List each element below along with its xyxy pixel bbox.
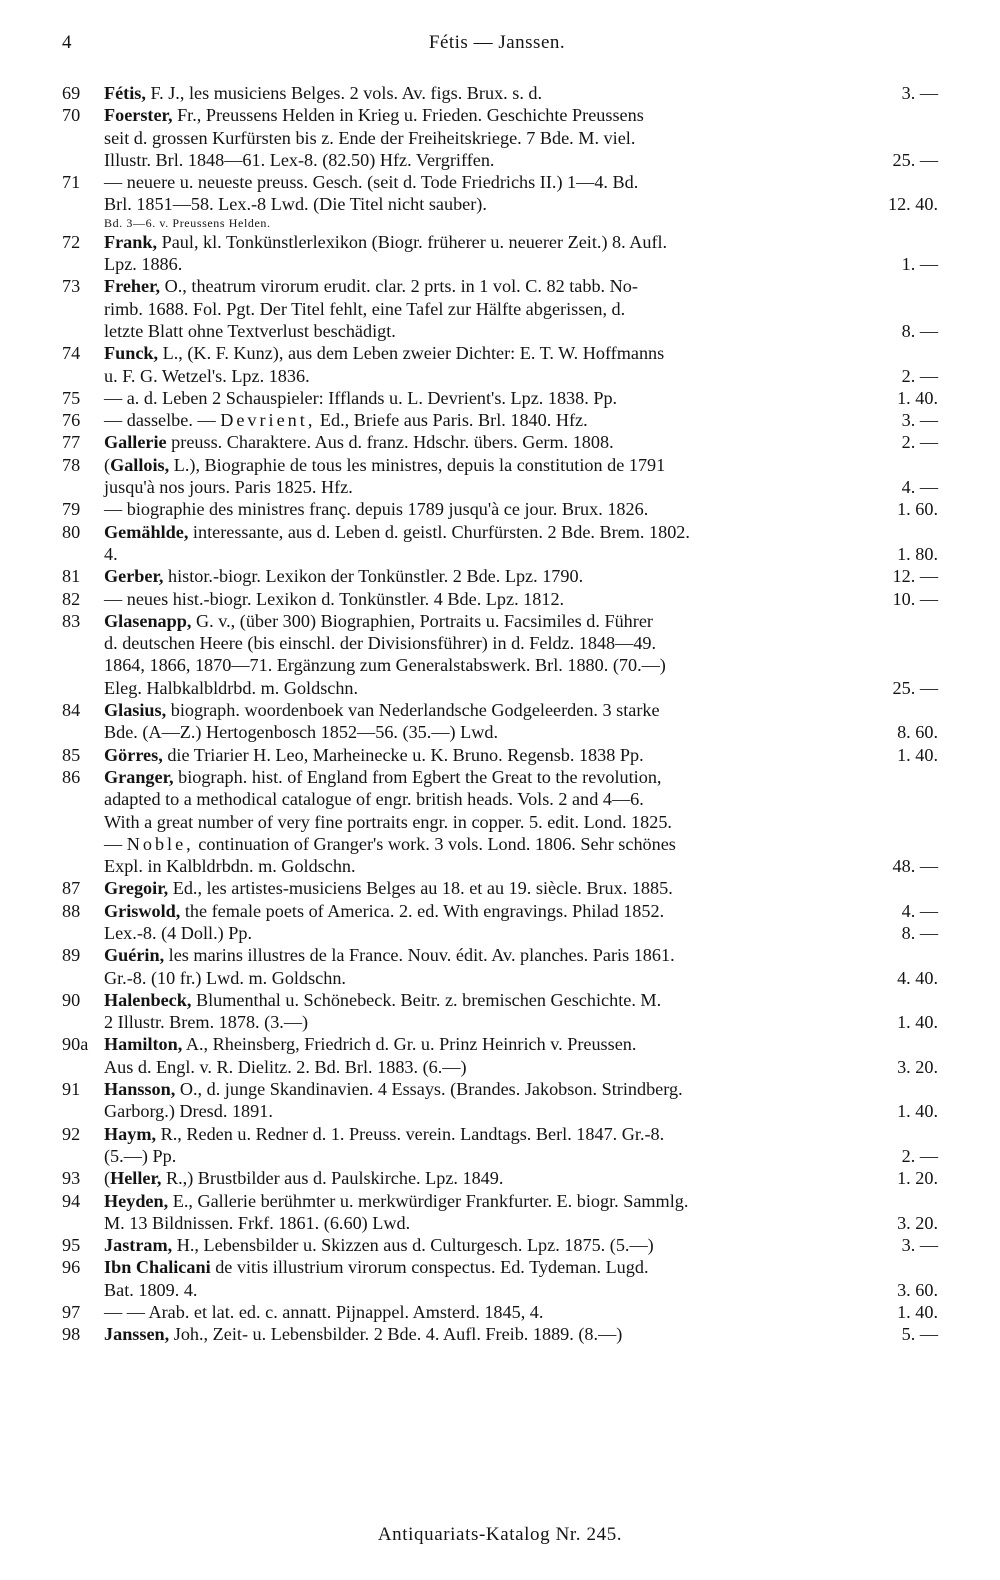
entry-line: [104, 387, 938, 409]
entry-number: 96: [62, 1257, 81, 1278]
catalog-entry: [62, 744, 938, 766]
catalog-entry: [62, 104, 938, 171]
entry-line: [104, 588, 938, 610]
entry-text: Gallerie preuss. Charaktere. Aus d. franz. Hdschr. übers. Germ. 1808.: [104, 432, 614, 453]
catalog-entry: [62, 171, 938, 231]
entry-line: [104, 1123, 938, 1145]
catalog-entry: [62, 1190, 938, 1235]
entry-line: [104, 788, 938, 810]
entry-text: Haym, R., Reden u. Redner d. 1. Preuss. verein. Landtags. Berl. 1847. Gr.-8.: [104, 1123, 665, 1144]
entry-number: 98: [62, 1324, 81, 1345]
entry-text: Gemählde, interessante, aus d. Leben d. geistl. Churfürsten. 2 Bde. Brem. 1802.: [104, 521, 690, 542]
entry-line: [104, 811, 938, 833]
entry-line: [104, 543, 938, 565]
entry-price: 1. 40.: [897, 1302, 938, 1323]
catalog-entry: [62, 1123, 938, 1168]
entry-price: 8. 60.: [897, 722, 938, 743]
entry-line: [104, 1145, 938, 1167]
entry-number: 88: [62, 900, 81, 921]
entry-line: [104, 127, 938, 149]
entry-price: 3. —: [901, 1235, 938, 1256]
entry-price: 3. 60.: [897, 1279, 938, 1300]
entry-text: Lex.-8. (4 Doll.) Pp.: [104, 922, 253, 943]
catalog-entry: [62, 944, 938, 989]
entry-line: [104, 409, 938, 431]
entry-line: [104, 721, 938, 743]
entry-price: 10. —: [892, 588, 938, 609]
entry-text: Illustr. Brl. 1848—61. Lex-8. (82.50) Hfz. Vergriffen.: [104, 149, 495, 170]
entry-line: [104, 1323, 938, 1345]
entry-number: 75: [62, 387, 81, 408]
entry-number: 79: [62, 499, 81, 520]
entry-text: Glasius, biograph. woordenboek van Nederlandsche Godgeleerden. 3 starke: [104, 700, 660, 721]
entry-price: 12. 40.: [887, 194, 938, 215]
entry-line: [104, 320, 938, 342]
entry-price: 25. —: [892, 677, 938, 698]
entry-text: Görres, die Triarier H. Leo, Marheinecke u. K. Bruno. Regensb. 1838 Pp.: [104, 744, 644, 765]
entry-line: [104, 1190, 938, 1212]
running-title: Fétis — Janssen.: [428, 32, 566, 53]
entry-line: [104, 104, 938, 126]
catalog-entry: [62, 699, 938, 744]
entry-line: [104, 744, 938, 766]
entry-price: 25. —: [892, 149, 938, 170]
entry-line: [104, 699, 938, 721]
entry-price: 1. 40.: [897, 387, 938, 408]
entry-text: Heyden, E., Gallerie berühmter u. merkwürdiger Frankfurter. E. biogr. Sammlg.: [104, 1190, 689, 1211]
entry-price: 3. —: [901, 410, 938, 431]
entry-line: [104, 275, 938, 297]
entry-text: Guérin, les marins illustres de la France. Nouv. édit. Av. planches. Paris 1861.: [104, 945, 675, 966]
entry-line: [104, 1234, 938, 1256]
entry-text: (5.—) Pp.: [104, 1145, 177, 1166]
page-footer: Antiquariats-Katalog Nr. 245.: [377, 1524, 623, 1545]
entry-text: Gerber, histor.-biogr. Lexikon der Tonkünstler. 2 Bde. Lpz. 1790.: [104, 566, 584, 587]
entry-text: — neues hist.-biogr. Lexikon d. Tonkünstler. 4 Bde. Lpz. 1812.: [104, 588, 565, 609]
entry-line: [104, 1301, 938, 1323]
entry-text: Ibn Chalicani de vitis illustrium virorum conspectus. Ed. Tydeman. Lugd.: [104, 1257, 649, 1278]
entry-price: 3. —: [901, 83, 938, 103]
entry-text: Griswold, the female poets of America. 2. ed. With engravings. Philad 1852.: [104, 900, 665, 921]
entry-line: [104, 1100, 938, 1122]
entry-line: [104, 298, 938, 320]
entry-text: Bat. 1809. 4.: [104, 1279, 198, 1300]
entry-price: 1. 40.: [897, 744, 938, 765]
entry-line: [104, 149, 938, 171]
catalog-entry: [62, 1234, 938, 1256]
entry-text: Freher, O., theatrum virorum erudit. clar. 2 prts. in 1 vol. C. 82 tabb. No-: [104, 276, 638, 297]
entry-line: [104, 1212, 938, 1234]
entry-number: 74: [62, 343, 81, 364]
entry-text: With a great number of very fine portraits engr. in copper. 5. edit. Lond. 1825.: [104, 811, 672, 832]
entry-price: 2. —: [901, 1145, 938, 1166]
entry-line: [104, 989, 938, 1011]
catalog-entry: [62, 521, 938, 566]
entry-number: 85: [62, 744, 81, 765]
entry-text: — dasselbe. — Devrient, Ed., Briefe aus Paris. Brl. 1840. Hfz.: [104, 410, 588, 431]
catalog-entry: [62, 565, 938, 587]
entry-line: [104, 855, 938, 877]
entry-text: rimb. 1688. Fol. Pgt. Der Titel fehlt, eine Tafel zur Hälfte abgerissen, d.: [104, 298, 626, 319]
entry-line: [104, 833, 938, 855]
entry-line: [104, 944, 938, 966]
entry-text: 2 Illustr. Brem. 1878. (3.—): [104, 1012, 309, 1033]
catalog-entries: [62, 82, 938, 1346]
entry-line: [104, 1279, 938, 1301]
entry-text: Hansson, O., d. junge Skandinavien. 4 Essays. (Brandes. Jakobson. Strindberg.: [104, 1079, 683, 1100]
entry-line: [104, 216, 938, 231]
catalog-entry: [62, 1323, 938, 1345]
catalog-entry: [62, 1033, 938, 1078]
entry-text: — biographie des ministres franç. depuis 1789 jusqu'à ce jour. Brux. 1826.: [104, 499, 649, 520]
entry-price: 48. —: [892, 856, 938, 877]
catalog-entry: [62, 610, 938, 699]
entry-price: 4. —: [901, 900, 938, 921]
entry-line: [104, 454, 938, 476]
entry-text: — a. d. Leben 2 Schauspieler: Ifflands u. L. Devrient's. Lpz. 1838. Pp.: [104, 387, 618, 408]
entry-price: 3. 20.: [897, 1056, 938, 1077]
entry-number: 84: [62, 700, 81, 721]
page-number: 4: [62, 32, 72, 53]
entry-text: Aus d. Engl. v. R. Dielitz. 2. Bd. Brl. 1883. (6.—): [104, 1056, 467, 1077]
entry-number: 89: [62, 945, 81, 966]
entry-line: [104, 1078, 938, 1100]
entry-number: 73: [62, 276, 81, 297]
catalog-entry: [62, 900, 938, 945]
catalog-entry: [62, 989, 938, 1034]
entry-line: [104, 1011, 938, 1033]
entry-line: [104, 476, 938, 498]
entry-price: 1. 60.: [897, 499, 938, 520]
catalog-entry: [62, 275, 938, 342]
entry-line: [104, 231, 938, 253]
entry-text: Frank, Paul, kl. Tonkünstlerlexikon (Biogr. früherer u. neuerer Zeit.) 8. Aufl.: [104, 231, 668, 252]
entry-text: Lpz. 1886.: [104, 254, 183, 275]
entry-number: 90a: [62, 1034, 89, 1055]
catalog-entry: [62, 342, 938, 387]
entry-text: Bde. (A—Z.) Hertogenbosch 1852—56. (35.—) Lwd.: [104, 722, 498, 743]
entry-text: 1864, 1866, 1870—71. Ergänzung zum Generalstabswerk. Brl. 1880. (70.—): [104, 655, 666, 676]
entry-price: 4. 40.: [897, 967, 938, 988]
entry-number: 92: [62, 1123, 81, 1144]
entry-text: Expl. in Kalbldrbdn. m. Goldschn.: [104, 856, 356, 877]
entry-number: 81: [62, 566, 81, 587]
entry-price: 1. 40.: [897, 1101, 938, 1122]
entry-number: 93: [62, 1168, 81, 1189]
catalog-entry: [62, 1078, 938, 1123]
entry-line: [104, 253, 938, 275]
entry-number: 69: [62, 83, 81, 103]
catalog-entry: [62, 409, 938, 431]
entry-number: 91: [62, 1079, 81, 1100]
entry-text: u. F. G. Wetzel's. Lpz. 1836.: [104, 365, 310, 386]
entry-line: [104, 1167, 938, 1189]
entry-number: 71: [62, 172, 81, 193]
entry-number: 94: [62, 1190, 81, 1211]
entry-number: 76: [62, 410, 81, 431]
entry-price: 3. 20.: [897, 1212, 938, 1233]
entry-text: Foerster, Fr., Preussens Helden in Krieg u. Frieden. Geschichte Preussens: [104, 105, 644, 126]
entry-line: [104, 922, 938, 944]
catalog-entry: [62, 1301, 938, 1323]
entry-line: [104, 1056, 938, 1078]
catalog-entry: [62, 498, 938, 520]
entry-number: 95: [62, 1235, 81, 1256]
entry-text: 4.: [104, 543, 118, 564]
entry-number: 77: [62, 432, 81, 453]
entry-line: [104, 342, 938, 364]
entry-line: [104, 498, 938, 520]
catalog-entry: [62, 387, 938, 409]
entry-text: Eleg. Halbkalbldrbd. m. Goldschn.: [104, 677, 359, 698]
entry-line: [104, 431, 938, 453]
entry-text: d. deutschen Heere (bis einschl. der Divisionsführer) in d. Feldz. 1848—49.: [104, 633, 657, 654]
entry-text: M. 13 Bildnissen. Frkf. 1861. (6.60) Lwd.: [104, 1212, 411, 1233]
entry-text: Gregoir, Ed., les artistes-musiciens Belges au 18. et au 19. siècle. Brux. 1885.: [104, 878, 673, 899]
catalog-entry: [62, 1167, 938, 1189]
entry-line: [104, 171, 938, 193]
entry-text: Glasenapp, G. v., (über 300) Biographien, Portraits u. Facsimiles d. Führer: [104, 610, 653, 631]
entry-line: [104, 193, 938, 215]
entry-text: Funck, L., (K. F. Kunz), aus dem Leben zweier Dichter: E. T. W. Hoffmanns: [104, 343, 665, 364]
entry-line: [104, 766, 938, 788]
entry-line: [104, 565, 938, 587]
entry-text: (Gallois, L.), Biographie de tous les ministres, depuis la constitution de 1791: [104, 454, 666, 475]
catalog-entry: [62, 454, 938, 499]
entry-price: 1. —: [901, 254, 938, 275]
entry-price: 8. —: [901, 320, 938, 341]
entry-text: Garborg.) Dresd. 1891.: [104, 1101, 273, 1122]
catalog-entry: [62, 82, 938, 104]
entry-text: Granger, biograph. hist. of England from Egbert the Great to the revolution,: [104, 766, 662, 787]
entry-number: 72: [62, 231, 81, 252]
entry-text: Bd. 3—6. v. Preussens Helden.: [104, 215, 271, 230]
entry-price: 1. 40.: [897, 1012, 938, 1033]
catalog-entry: [62, 766, 938, 877]
entry-text: Fétis, F. J., les musiciens Belges. 2 vols. Av. figs. Brux. s. d.: [104, 83, 543, 103]
catalog-entry: [62, 231, 938, 276]
entry-text: — — Arab. et lat. ed. c. annatt. Pijnappel. Amsterd. 1845, 4.: [104, 1302, 544, 1323]
catalog-entry: [62, 588, 938, 610]
entry-text: — Noble, continuation of Granger's work. 3 vols. Lond. 1806. Sehr schönes: [104, 833, 676, 854]
entry-number: 86: [62, 766, 81, 787]
entry-price: 2. —: [901, 365, 938, 386]
entry-text: jusqu'à nos jours. Paris 1825. Hfz.: [104, 477, 353, 498]
entry-text: Halenbeck, Blumenthal u. Schönebeck. Beitr. z. bremischen Geschichte. M.: [104, 989, 662, 1010]
entry-number: 78: [62, 454, 81, 475]
entry-price: 12. —: [892, 566, 938, 587]
entry-price: 5. —: [901, 1324, 938, 1345]
entry-text: Janssen, Joh., Zeit- u. Lebensbilder. 2 Bde. 4. Aufl. Freib. 1889. (8.—): [104, 1324, 623, 1345]
entry-text: adapted to a methodical catalogue of engr. british heads. Vols. 2 and 4—6.: [104, 789, 644, 810]
entry-text: seit d. grossen Kurfürsten bis z. Ende der Freiheitskriege. 7 Bde. M. viel.: [104, 127, 636, 148]
entry-number: 83: [62, 610, 81, 631]
entry-number: 90: [62, 989, 81, 1010]
entry-line: [104, 677, 938, 699]
entry-price: 2. —: [901, 432, 938, 453]
entry-number: 97: [62, 1302, 81, 1323]
entry-line: [104, 632, 938, 654]
entry-line: [104, 82, 938, 104]
entry-text: Hamilton, A., Rheinsberg, Friedrich d. Gr. u. Prinz Heinrich v. Preussen.: [104, 1034, 637, 1055]
entry-line: [104, 610, 938, 632]
entry-text: Gr.-8. (10 fr.) Lwd. m. Goldschn.: [104, 967, 346, 988]
entry-price: 1. 20.: [897, 1168, 938, 1189]
entry-number: 70: [62, 105, 81, 126]
entry-number: 82: [62, 588, 81, 609]
entry-price: 4. —: [901, 477, 938, 498]
entry-line: [104, 654, 938, 676]
entry-text: Brl. 1851—58. Lex.-8 Lwd. (Die Titel nicht sauber).: [104, 194, 487, 215]
catalog-entry: [62, 431, 938, 453]
page-header: [62, 32, 932, 60]
catalog-entry: [62, 1256, 938, 1301]
entry-text: letzte Blatt ohne Textverlust beschädigt.: [104, 320, 396, 341]
entry-line: [104, 967, 938, 989]
entry-line: [104, 521, 938, 543]
entry-line: [104, 365, 938, 387]
entry-price: 1. 80.: [897, 543, 938, 564]
entry-number: 87: [62, 878, 81, 899]
entry-price: 8. —: [901, 922, 938, 943]
entry-text: Jastram, H., Lebensbilder u. Skizzen aus d. Culturgesch. Lpz. 1875. (5.—): [104, 1235, 654, 1256]
entry-line: [104, 1033, 938, 1055]
entry-text: — neuere u. neueste preuss. Gesch. (seit d. Tode Friedrichs II.) 1—4. Bd.: [104, 172, 639, 193]
entry-text: (Heller, R.,) Brustbilder aus d. Paulskirche. Lpz. 1849.: [104, 1168, 504, 1189]
entry-line: [104, 1256, 938, 1278]
entry-line: [104, 877, 938, 899]
entry-line: [104, 900, 938, 922]
entry-number: 80: [62, 521, 81, 542]
